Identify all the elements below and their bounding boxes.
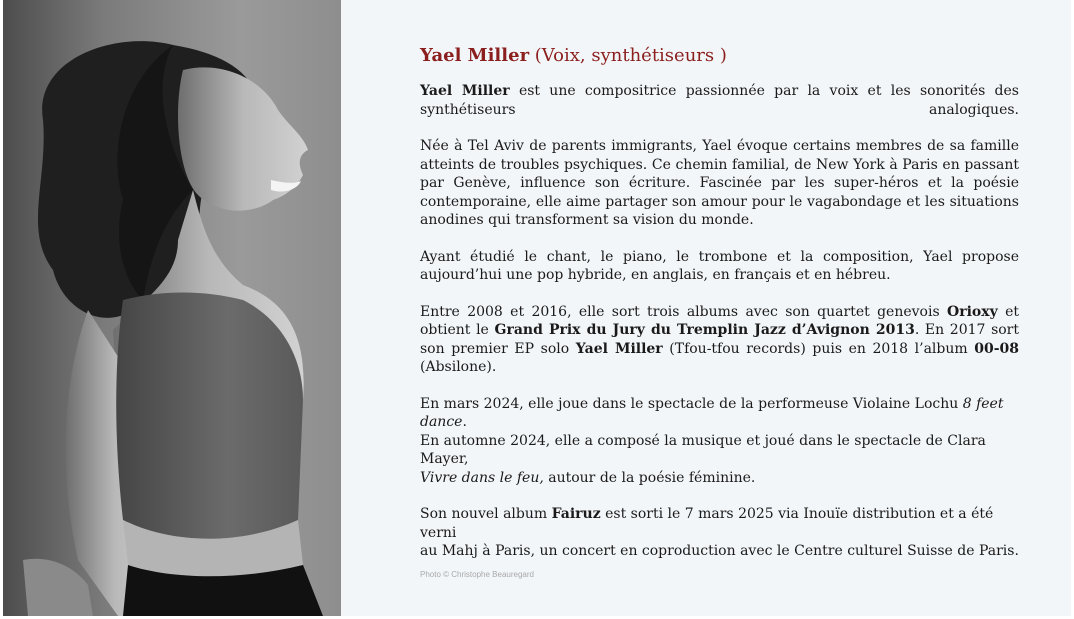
p6-text-2: est sorti le 7 mars 2025 via Inouïe distribution et a été verni	[420, 506, 994, 541]
p4-text-3: . En 2017 sort son premier EP solo	[420, 322, 1019, 357]
album-name: 00-08	[974, 340, 1020, 357]
p5-text-3: En automne 2024, elle a composé la musique et joué dans le spectacle de Clara Mayer,	[420, 432, 986, 467]
p4-text-5: (Absilone).	[420, 359, 497, 375]
p5-text-4: autour de la poésie féminine.	[548, 469, 756, 486]
portrait-illustration	[3, 0, 341, 616]
bio-paragraph-1	[420, 82, 1019, 119]
p4-text-4: (Tfou-tfou records) puis en 2018 l’album	[669, 340, 968, 357]
bio-paragraph-4	[420, 303, 1019, 377]
show-title-1: 8 feet dance	[420, 395, 1004, 430]
award-name: Grand Prix du Jury du Tremplin Jazz d’Avignon 2013	[494, 322, 915, 338]
artist-name: Yael Miller	[420, 45, 530, 66]
p5-text-2: .	[462, 414, 467, 430]
bio-artist-name: Yael Miller	[420, 83, 510, 99]
new-album-name: Fairuz	[551, 506, 601, 522]
bio-paragraph-6	[420, 505, 1019, 561]
photo-credit: Photo © Christophe Beauregard	[420, 570, 534, 579]
show-title-2: Vivre dans le feu,	[420, 469, 544, 486]
bio-intro-text: est une compositrice passionnée par la voix et les sonorités des synthétiseurs analogiques.	[420, 83, 1019, 118]
p6-text-3: au Mahj à Paris, un concert en coproduction avec le Centre culturel Suisse de Paris.	[420, 543, 1019, 559]
p5-text-1: En mars 2024, elle joue dans le spectacle de la performeuse Violaine Lochu	[420, 395, 959, 412]
portrait-photo	[3, 0, 341, 616]
band-name: Orioxy	[947, 303, 998, 320]
p4-text-2: et obtient le	[420, 303, 1019, 338]
bio-content	[420, 44, 1019, 579]
p4-text-1: Entre 2008 et 2016, elle sort trois albums avec son quartet genevois	[420, 303, 940, 320]
bio-paragraph-3: Ayant étudié le chant, le piano, le trombone et la composition, Yael propose aujourd’hui une pop hybride, en anglais, en français et en hébreu.	[420, 248, 1019, 283]
bio-paragraph-5	[420, 395, 1019, 488]
bio-paragraph-2: Née à Tel Aviv de parents immigrants, Yael évoque certains membres de sa famille atteints de troubles psychiques. Ce chemin familial, de New York à Paris en passant par Genève, influence son écriture. Fascinée par les super-héros et la poésie contemporaine, elle aime partager son amour pour le vagabondage et les situations anodines qui transforment sa vision du monde.	[420, 138, 1019, 228]
artist-heading	[420, 44, 1019, 68]
ep-name: Yael Miller	[575, 340, 663, 357]
p6-text-1: Son nouvel album	[420, 506, 548, 522]
artist-role: (Voix, synthétiseurs )	[534, 45, 727, 66]
bio-panel	[341, 0, 1071, 616]
